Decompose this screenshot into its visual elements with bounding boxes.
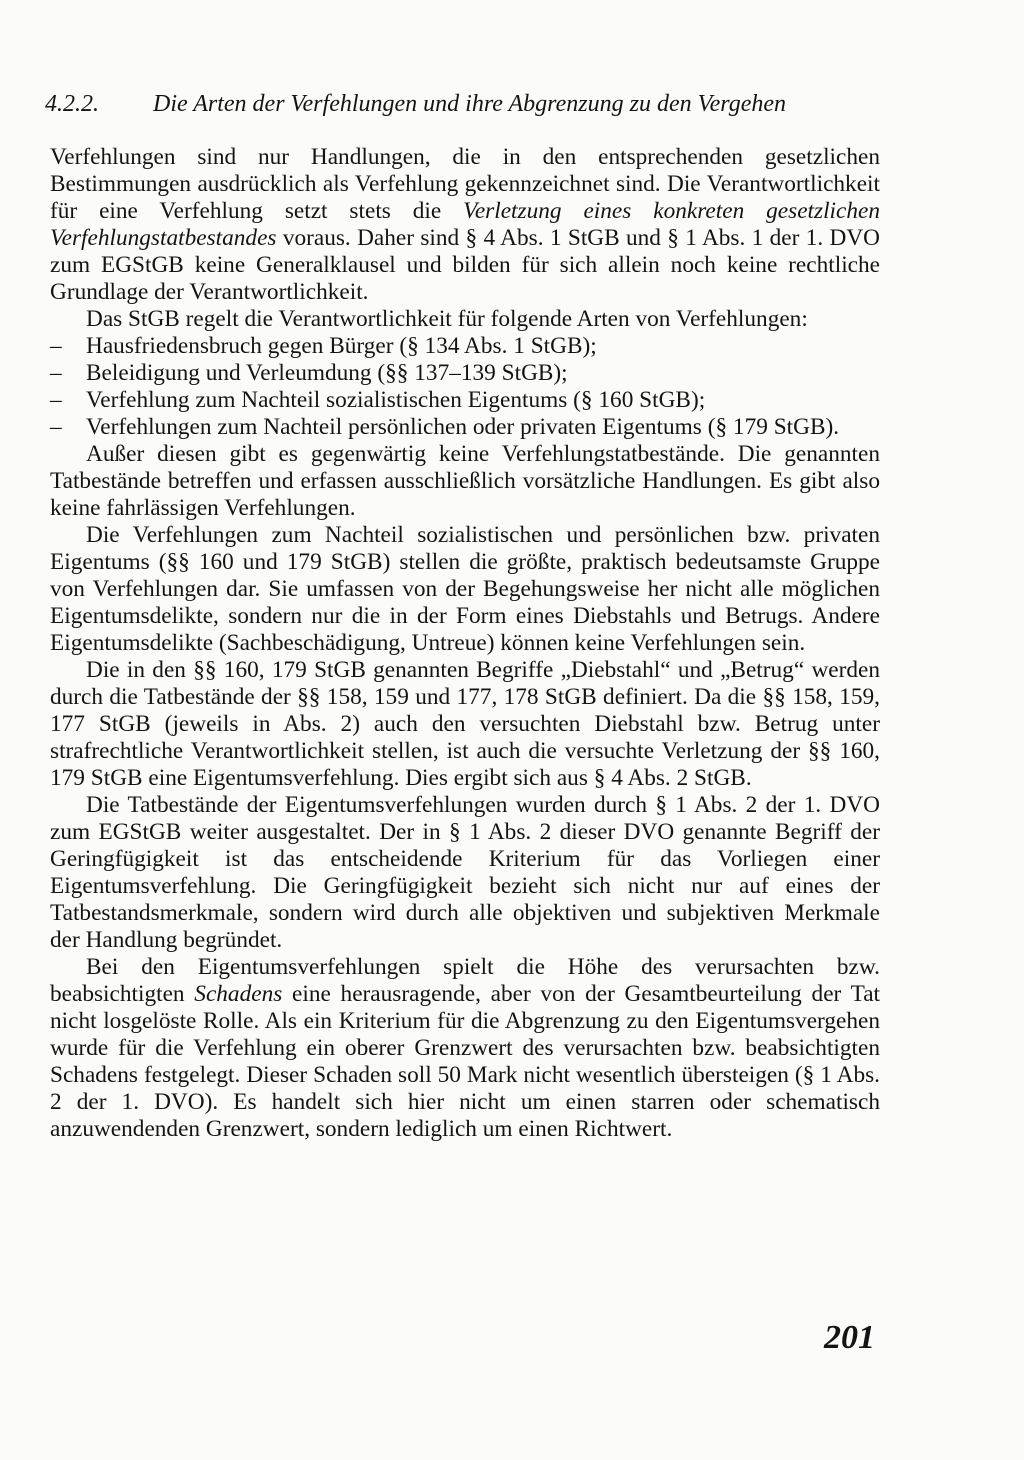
section-number: 4.2.2.	[45, 91, 99, 117]
paragraph	[50, 954, 880, 1143]
list-item	[50, 360, 880, 387]
paragraph-text: Bei den Eigentumsverfehlungen spielt die Höhe des verursachten bzw. beabsichtigten	[50, 954, 880, 1007]
paragraph	[50, 144, 880, 306]
emphasis-text: Verletzung eines konkreten gesetzlichen Verfehlungstatbestandes	[50, 198, 880, 251]
dash-marker: –	[50, 360, 62, 386]
paragraph-text: eine herausragende, aber von der Gesamtbeurteilung der Tat nicht losgelöste Rolle. Als ein Kriterium für die Abgrenzung zu den Eigentumsvergehen wurde für die Verfehlung ein oberer Grenzwert des verursachten bzw. beabsichtigten Schadens festgelegt. Dieser Schaden soll 50 Mark nicht wesentlich übersteigen (§ 1 Abs. 2 der 1. DVO). Es handelt sich hier nicht um einen starren oder schematisch anzuwendenden Grenzwert, sondern lediglich um einen Richtwert.	[50, 981, 881, 1142]
section-title: Die Arten der Verfehlungen und ihre Abgrenzung zu den Vergehen	[153, 91, 786, 117]
list-item	[50, 333, 880, 360]
paragraph: Die Verfehlungen zum Nachteil sozialistischen und persönlichen bzw. privaten Eigentums (§§ 160 und 179 StGB) stellen die größte, praktisch bedeutsamste Gruppe von Verfehlungen dar. Sie umfassen von der Begehungsweise her nicht alle möglichen Eigentumsdelikte, sondern nur die in der Form eines Diebstahls und Betrugs. Andere Eigentumsdelikte (Sachbeschädigung, Untreue) können keine Verfehlungen sein.	[50, 522, 880, 656]
list-item	[50, 414, 880, 441]
section-heading	[45, 88, 885, 120]
list-item-text: Hausfriedensbruch gegen Bürger (§ 134 Abs. 1 StGB);	[86, 333, 597, 359]
list-item-text: Beleidigung und Verleumdung (§§ 137–139 StGB);	[86, 360, 568, 386]
emphasis-text: Schadens	[194, 981, 283, 1007]
list-item-text: Verfehlungen zum Nachteil persönlichen oder privaten Eigentums (§ 179 StGB).	[86, 414, 840, 440]
dash-marker: –	[50, 414, 62, 440]
paragraph-text: voraus. Daher sind § 4 Abs. 1 StGB und § 1 Abs. 1 der 1. DVO zum EGStGB keine Generalklausel und bilden für sich allein noch keine rechtliche Grundlage der Verantwortlichkeit.	[50, 225, 880, 305]
paragraph: Außer diesen gibt es gegenwärtig keine Verfehlungstatbestände. Die genannten Tatbestände betreffen und erfassen ausschließlich vorsätzliche Handlungen. Es gibt also keine fahrlässigen Verfehlungen.	[50, 441, 880, 521]
paragraph: Das StGB regelt die Verantwortlichkeit für folgende Arten von Verfehlungen:	[86, 306, 808, 332]
page-number: 201	[824, 1319, 875, 1356]
paragraph-text: Verfehlungen sind nur Handlungen, die in den entsprechenden gesetzlichen Bestimmungen ausdrücklich als Verfehlung gekennzeichnet sind. Die Verantwortlichkeit für eine Verfehlung setzt stets die	[50, 144, 880, 224]
body-text	[50, 144, 880, 1143]
paragraph: Die Tatbestände der Eigentumsverfehlungen wurden durch § 1 Abs. 2 der 1. DVO zum EGStGB weiter ausgestaltet. Der in § 1 Abs. 2 dieser DVO genannte Begriff der Geringfügigkeit ist das entscheidende Kriterium für das Vorliegen einer Eigentumsverfehlung. Die Geringfügigkeit bezieht sich nicht nur auf eines der Tatbestandsmerkmale, sondern wird durch alle objektiven und subjektiven Merkmale der Handlung begründet.	[50, 792, 880, 953]
paragraph: Die in den §§ 160, 179 StGB genannten Begriffe „Diebstahl“ und „Betrug“ werden durch die Tatbestände der §§ 158, 159 und 177, 178 StGB definiert. Da die §§ 158, 159, 177 StGB (jeweils in Abs. 2) auch den versuchten Diebstahl bzw. Betrug unter strafrechtliche Verantwortlichkeit stellen, ist auch die versuchte Verletzung der §§ 160, 179 StGB eine Eigentumsverfehlung. Dies ergibt sich aus § 4 Abs. 2 StGB.	[50, 657, 880, 791]
list-item-text: Verfehlung zum Nachteil sozialistischen Eigentums (§ 160 StGB);	[86, 387, 706, 413]
offense-list	[50, 333, 880, 441]
dash-marker: –	[50, 387, 62, 413]
dash-marker: –	[50, 333, 62, 359]
list-item	[50, 387, 880, 414]
